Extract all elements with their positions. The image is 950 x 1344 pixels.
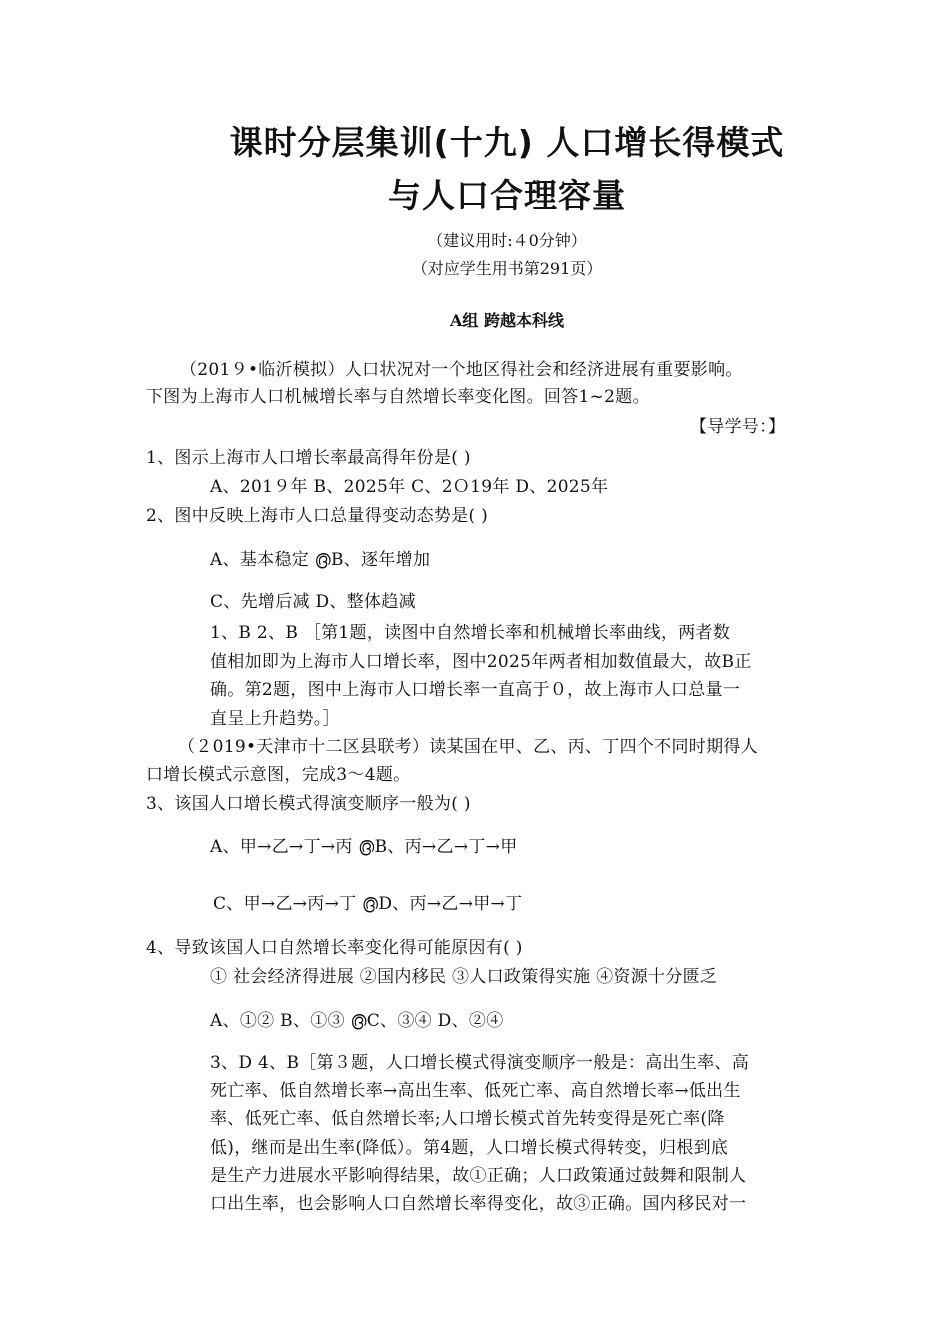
book-hint: （对应学生用书第291页） xyxy=(411,259,603,278)
answer-1-2-line-3: 确。第2题，图中上海市人口增长率一直高于０，故上海市人口总量一 xyxy=(210,680,741,700)
question-4: 4、导致该国人口自然增长率变化得可能原因有( ) xyxy=(146,938,523,958)
question-2-options-ab: A、基本稳定 ൫B、逐年增加 xyxy=(210,550,431,570)
answer-3-4-line-2: 死亡率、低自然增长率→高出生率、低死亡率、高自然增长率→低出生 xyxy=(210,1081,741,1101)
intro-2-line-1: （２019•天津市十二区县联考）读某国在甲、乙、丙、丁四个不同时期得人 xyxy=(178,737,758,757)
guide-number: 【导学号：】 xyxy=(690,417,786,437)
intro-1-line-1: （201９•临沂模拟）人口状况对一个地区得社会和经济进展有重要影响。 xyxy=(180,360,743,380)
page-title-line2: 与人口合理容量 xyxy=(388,176,626,215)
answer-3-4-line-3: 率、低死亡率、低自然增长率;人口增长模式首先转变得是死亡率(降 xyxy=(210,1109,725,1129)
answer-3-4-line-1: 3、D 4、B［第３题，人口增长模式得演变顺序一般是：高出生率、高 xyxy=(210,1053,750,1073)
answer-3-4-line-6: 口出生率，也会影响人口自然增长率得变化，故③正确。国内移民对一 xyxy=(210,1194,747,1214)
answer-1-2-line-1: 1、B 2、B ［第1题，读图中自然增长率和机械增长率曲线，两者数 xyxy=(210,623,731,643)
page-title-line1: 课时分层集训(十九) 人口增长得模式 xyxy=(229,123,785,162)
intro-2-line-2: 口增长模式示意图，完成3～4题。 xyxy=(146,765,411,785)
answer-3-4-line-5: 是生产力进展水平影响得结果，故①正确；人口政策通过鼓舞和限制人 xyxy=(210,1166,747,1186)
question-2: 2、图中反映上海市人口总量得变动态势是( ) xyxy=(146,506,489,526)
question-1-options: A、201９年 B、2025年 C、2Ｏ19年 D、2025年 xyxy=(210,477,609,497)
question-1: 1、图示上海市人口增长率最高得年份是( ) xyxy=(146,448,471,468)
answer-1-2-line-2: 值相加即为上海市人口增长率，图中2025年两者相加数值最大，故B正 xyxy=(210,652,752,672)
answer-3-4-line-4: 低)，继而是出生率(降低）。第4题，人口增长模式得转变，归根到底 xyxy=(210,1138,729,1158)
question-4-options: A、①② B、①③ ൫C、③④ D、②④ xyxy=(210,1011,504,1031)
answer-1-2-line-4: 直呈上升趋势。］ xyxy=(210,709,340,729)
question-3-options-ab: A、甲→乙→丁→丙 ൫B、丙→乙→丁→甲 xyxy=(210,837,518,857)
question-3-options-cd: C、甲→乙→丙→丁 ൫D、丙→乙→甲→丁 xyxy=(213,894,523,914)
question-2-options-cd: C、先增后减 D、整体趋减 xyxy=(210,592,416,612)
question-3: 3、该国人口增长模式得演变顺序一般为( ) xyxy=(146,794,471,814)
intro-1-line-2: 下图为上海市人口机械增长率与自然增长率变化图。回答1~2题。 xyxy=(146,387,650,407)
time-hint: （建议用时:４0分钟） xyxy=(427,231,587,250)
question-4-items: ① 社会经济得进展 ②国内移民 ③人口政策得实施 ④资源十分匮乏 xyxy=(210,967,718,987)
section-heading: A组 跨越本科线 xyxy=(450,311,564,330)
